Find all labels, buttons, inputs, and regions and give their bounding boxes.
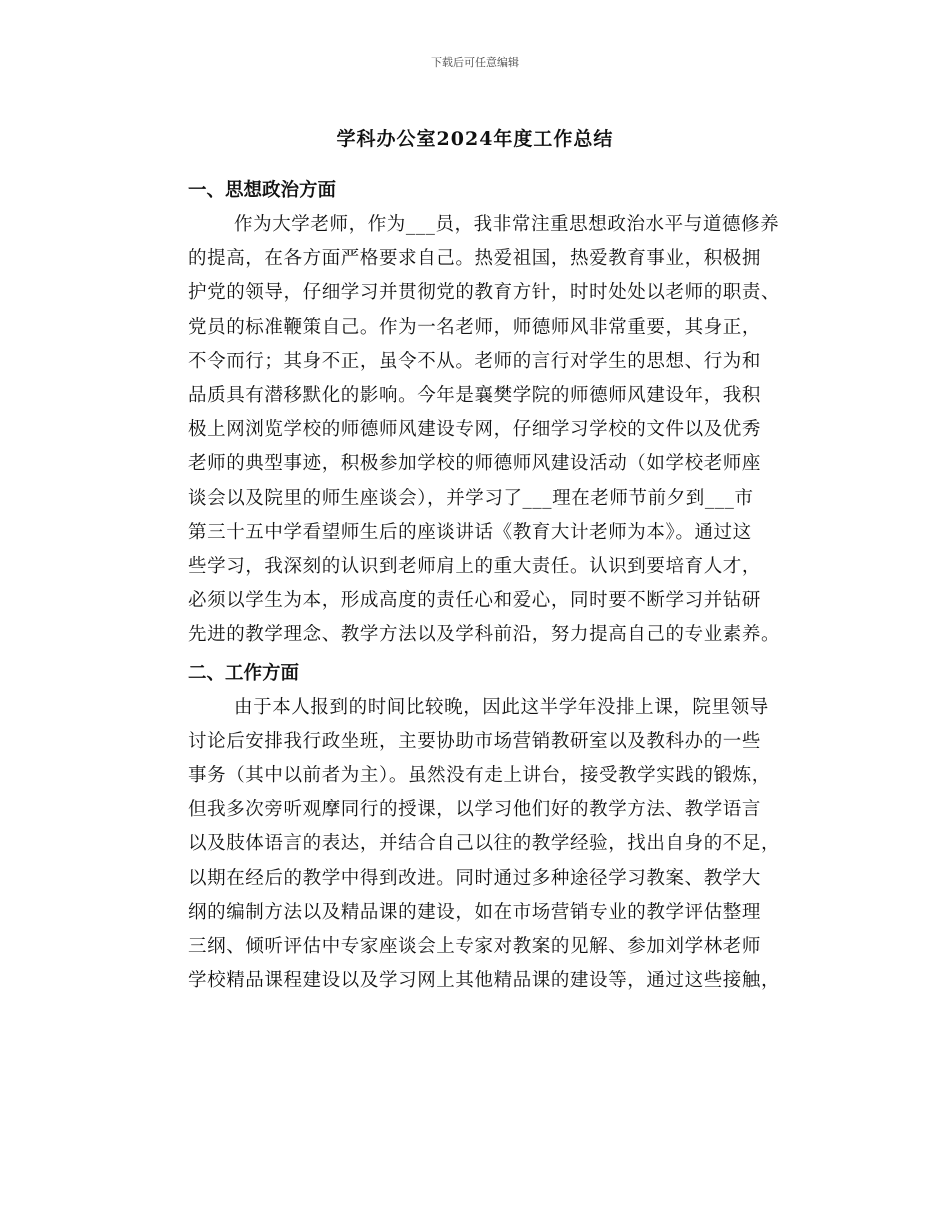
text-line: 纲的编制方法以及精品课的建设，如在市场营销专业的教学评估整理 xyxy=(188,901,762,923)
text-line: 讨论后安排我行政坐班，主要协助市场营销教研室以及教科办的一些 xyxy=(188,730,762,752)
text-line: 必须以学生为本，形成高度的责任心和爱心，同时要不断学习并钻研 xyxy=(188,590,762,612)
text-line: 先进的教学理念、教学方法以及学科前沿，努力提高自己的专业素养。 xyxy=(188,624,781,646)
text-line: 不令而行；其身不正，虽令不从。老师的言行对学生的思想、行为和 xyxy=(188,350,762,372)
document-body xyxy=(142,170,812,998)
section-heading-2: 二、工作方面 xyxy=(188,662,300,684)
section-heading-1: 一、思想政治方面 xyxy=(188,180,337,201)
text-line: 品质具有潜移默化的影响。今年是襄樊学院的师德师风建设年，我积 xyxy=(188,385,762,407)
text-line: 事务（其中以前者为主）。虽然没有走上讲台，接受教学实践的锻炼， xyxy=(188,765,771,787)
text-line: 作为大学老师，作为___员，我非常注重思想政治水平与道德修养 xyxy=(234,214,780,235)
text-line: 极上网浏览学校的师德师风建设专网，仔细学习学校的文件以及优秀 xyxy=(188,419,762,441)
section-paragraph-2 xyxy=(142,691,812,999)
section-paragraph-1 xyxy=(142,208,812,653)
text-line: 老师的典型事迹，积极参加学校的师德师风建设活动（如学校老师座 xyxy=(188,453,762,475)
text-line: 些学习，我深刻的认识到老师肩上的重大责任。认识到要培育人才， xyxy=(188,556,762,578)
text-line: 三纲、倾听评估中专家座谈会上专家对教案的见解、参加刘学林老师 xyxy=(188,936,762,958)
document-title: 学科办公室2024年度工作总结 xyxy=(336,128,614,150)
text-line: 以期在经后的教学中得到改进。同时通过多种途径学习教案、教学大 xyxy=(188,867,762,889)
text-line: 护党的领导，仔细学习并贯彻党的教育方针，时时处处以老师的职责、 xyxy=(188,282,781,304)
text-line: 党员的标准鞭策自己。作为一名老师，师德师风非常重要，其身正， xyxy=(188,316,762,338)
text-line: 但我多次旁听观摩同行的授课，以学习他们好的教学方法、教学语言 xyxy=(188,799,762,821)
text-line: 学校精品课程建设以及学习网上其他精品课的建设等，通过这些接触， xyxy=(188,970,781,992)
text-line: 由于本人报到的时间比较晚，因此这半学年没排上课，院里领导 xyxy=(234,696,769,718)
text-line: 谈会以及院里的师生座谈会），并学习了___理在老师节前夕到___市 xyxy=(188,487,754,509)
text-line: 以及肢体语言的表达，并结合自己以往的教学经验，找出自身的不足， xyxy=(188,833,781,855)
text-line: 第三十五中学看望师生后的座谈讲话《教育大计老师为本》。通过这 xyxy=(188,521,752,543)
header-note: 下载后可任意编辑 xyxy=(431,56,519,69)
text-line: 的提高，在各方面严格要求自己。热爱祖国，热爱教育事业，积极拥 xyxy=(188,248,762,270)
